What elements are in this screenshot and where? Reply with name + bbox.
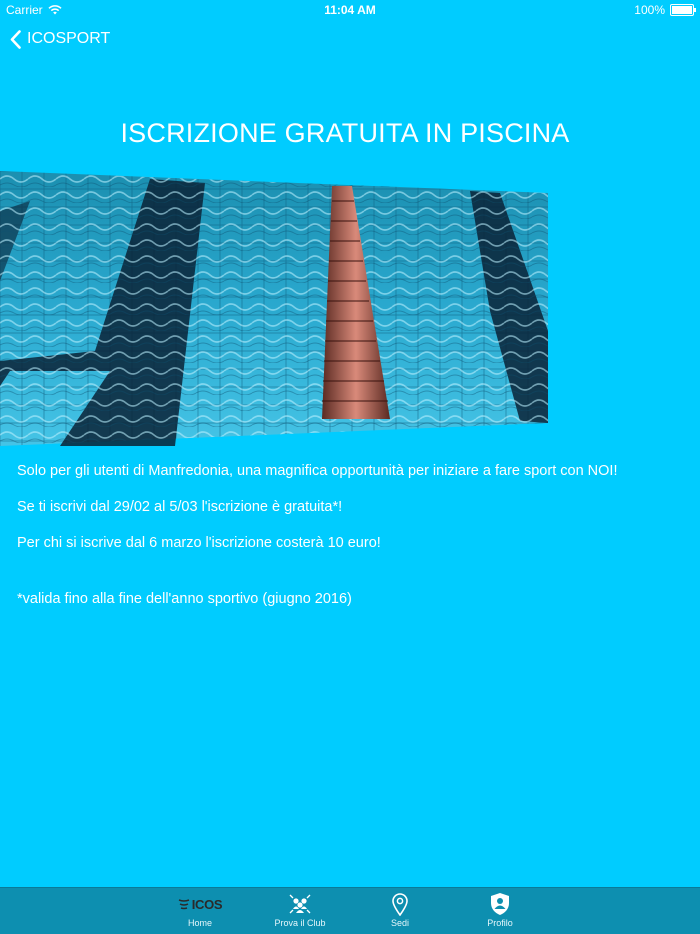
carrier-label: Carrier (6, 3, 43, 17)
paragraph-footnote: *valida fino alla fine dell'anno sportivo (giugno 2016) (17, 591, 352, 607)
tab-home-label: Home (187, 918, 212, 928)
status-time: 11:04 AM (324, 3, 376, 17)
tab-prova-il-club[interactable] (260, 888, 340, 934)
tab-bar (0, 887, 700, 934)
chevron-left-icon (10, 30, 21, 49)
paragraph-price: Per chi si iscrive dal 6 marzo l'iscrizione costerà 10 euro! (17, 535, 381, 551)
icos-logo-icon: ICOS (178, 891, 223, 917)
status-right (634, 3, 694, 17)
paragraph-free-registration: Se ti iscrivi dal 29/02 al 5/03 l'iscrizione è gratuita*! (17, 499, 343, 515)
tab-sedi-label: Sedi (390, 918, 409, 928)
pool-lane-image (0, 171, 548, 446)
battery-percent: 100% (634, 3, 665, 17)
tab-profilo[interactable] (460, 888, 540, 934)
back-button[interactable] (10, 27, 110, 51)
battery-icon (670, 4, 694, 16)
tab-home[interactable] (160, 888, 240, 934)
back-label: ICOSPORT (27, 30, 111, 47)
location-pin-icon (391, 891, 409, 917)
paragraph-intro: Solo per gli utenti di Manfredonia, una magnifica opportunità per iniziare a fare sport con NOI! (17, 463, 618, 479)
shield-user-icon (490, 891, 510, 917)
page-title: ISCRIZIONE GRATUITA IN PISCINA (120, 118, 570, 148)
status-bar (0, 0, 700, 20)
tab-prova-il-club-label: Prova il Club (274, 918, 326, 928)
tab-sedi[interactable] (360, 888, 440, 934)
body-text (17, 462, 687, 626)
tab-profilo-label: Profilo (487, 918, 513, 928)
people-group-icon (288, 891, 312, 917)
